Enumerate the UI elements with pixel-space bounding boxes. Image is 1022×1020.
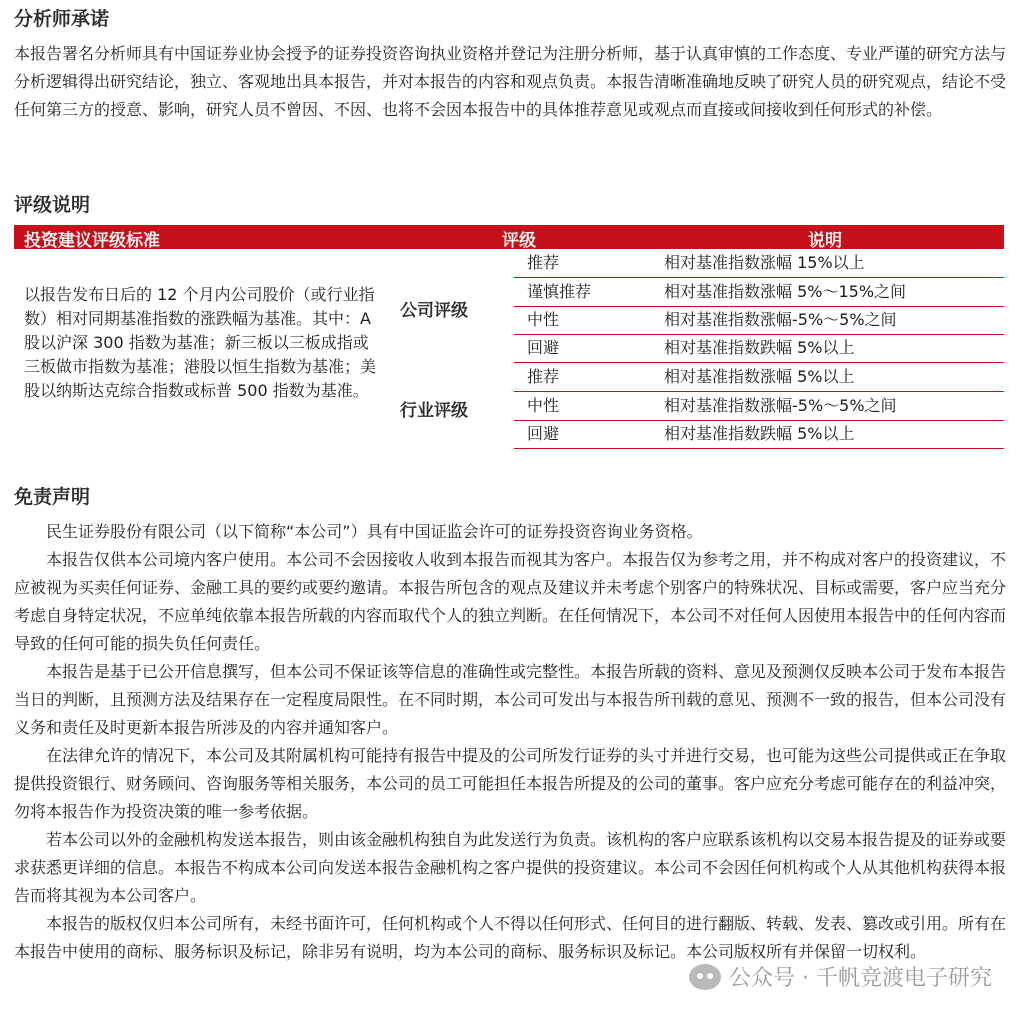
rating-value: 推荐: [527, 367, 560, 386]
wechat-icon: [689, 964, 721, 990]
rating-heading: 评级说明: [14, 194, 91, 216]
disclaimer-paragraph: 本报告仅供本公司境内客户使用。本公司不会因接收人收到本报告而视其为客户。本报告仅为参考之用，并不构成对客户的投资建议，不应被视为买卖任何证券、金融工具的要约或要约邀请。本报告所包含的观点及建议并未考虑个别客户的特殊状况、目标或需要，客户应当充分考虑自身特定状况，不应单纯依靠本报告所载的内容而取代个人的独立判断。在任何情况下，本公司不对任何人因使用本报告中的任何内容而导致的任何可能的损失负任何责任。: [14, 550, 1007, 653]
header-standard: 投资建议评级标准: [24, 231, 160, 251]
rating-value: 谨慎推荐: [527, 282, 592, 301]
analyst-commitment-heading: 分析师承诺: [14, 8, 110, 30]
rating-value: 推荐: [527, 253, 560, 272]
industry-rating-row: [514, 420, 1004, 449]
rating-value: 中性: [527, 396, 560, 415]
header-explain: 说明: [808, 231, 842, 251]
disclaimer-paragraph: 若本公司以外的金融机构发送本报告，则由该金融机构独自为此发送行为负责。该机构的客户应联系该机构以交易本报告提及的证券或要求获悉更详细的信息。本报告不构成本公司向发送本报告金融机构之客户提供的投资建议。本公司不会因任何机构或个人从其他机构获得本报告而将其视为本公司客户。: [14, 830, 1007, 905]
rating-desc: 相对基准指数涨幅 5%以上: [664, 367, 855, 386]
company-rating-label: 公司评级: [400, 301, 468, 321]
disclaimer-paragraph: 在法律允许的情况下，本公司及其附属机构可能持有报告中提及的公司所发行证券的头寸并进行交易，也可能为这些公司提供或正在争取提供投资银行、财务顾问、咨询服务等相关服务，本公司的员工可能担任本报告所提及的公司的董事。客户应充分考虑可能存在的利益冲突，勿将本报告作为投资决策的唯一参考依据。: [14, 746, 1007, 821]
rating-desc: 相对基准指数跌幅 5%以上: [664, 338, 855, 357]
watermark-text: 公众号 · 千帆竞渡电子研究: [729, 966, 992, 991]
industry-rating-row: [514, 363, 1004, 392]
rating-table-header: [14, 225, 1004, 249]
rating-desc: 相对基准指数跌幅 5%以上: [664, 424, 855, 443]
company-rating-row: [514, 334, 1004, 363]
analyst-commitment-text: 本报告署名分析师具有中国证券业协会授予的证券投资咨询执业资格并登记为注册分析师，基于认真审慎的工作态度、专业严谨的研究方法与分析逻辑得出研究结论，独立、客观地出具本报告，并对本报告的内容和观点负责。本报告清晰准确地反映了研究人员的研究观点，结论不受任何第三方的授意、影响，研究人员不曾因、不因、也将不会因本报告中的具体推荐意见或观点而直接或间接收到任何形式的补偿。: [14, 44, 1007, 119]
disclaimer-paragraph: 民生证券股份有限公司（以下简称“本公司”）具有中国证监会许可的证券投资咨询业务资格。: [46, 522, 703, 541]
rating-value: 中性: [527, 310, 560, 329]
disclaimer-heading: 免责声明: [14, 486, 91, 508]
rating-table: [14, 225, 1004, 443]
rating-desc: 相对基准指数涨幅-5%～5%之间: [664, 310, 897, 329]
rating-value: 回避: [527, 338, 560, 357]
company-rating-row: [514, 249, 1004, 278]
header-rating: 评级: [502, 231, 536, 251]
disclaimer-paragraph: 本报告是基于已公开信息撰写，但本公司不保证该等信息的准确性或完整性。本报告所载的资料、意见及预测仅反映本公司于发布本报告当日的判断，且预测方法及结果存在一定程度局限性。在不同时期，本公司可发出与本报告所刊载的意见、预测不一致的报告，但本公司没有义务和责任及时更新本报告所涉及的内容并通知客户。: [14, 662, 1007, 737]
industry-rating-row: [514, 392, 1004, 421]
industry-rating-label: 行业评级: [400, 401, 468, 421]
company-rating-row: [514, 278, 1004, 307]
rating-table-body: [14, 249, 1004, 477]
company-rating-row: [514, 306, 1004, 335]
rating-desc: 相对基准指数涨幅 15%以上: [664, 253, 865, 272]
watermark: [689, 961, 992, 992]
rating-desc: 相对基准指数涨幅 5%～15%之间: [664, 282, 907, 301]
rating-standard-text: 以报告发布日后的 12 个月内公司股价（或行业指数）相对同期基准指数的涨跌幅为基准。其中：A 股以沪深 300 指数为基准；新三板以三板成指或三板做市指数为基准；港股以恒生指数为基准；美股以纳斯达克综合指数或标普 500 指数为基准。: [24, 285, 377, 400]
rating-desc: 相对基准指数涨幅-5%～5%之间: [664, 396, 897, 415]
disclaimer-paragraph: 本报告的版权仅归本公司所有，未经书面许可，任何机构或个人不得以任何形式、任何目的进行翻版、转载、发表、篡改或引用。所有在本报告中使用的商标、服务标识及标记，除非另有说明，均为本公司的商标、服务标识及标记。本公司版权所有并保留一切权利。: [14, 914, 1007, 961]
rating-value: 回避: [527, 424, 560, 443]
